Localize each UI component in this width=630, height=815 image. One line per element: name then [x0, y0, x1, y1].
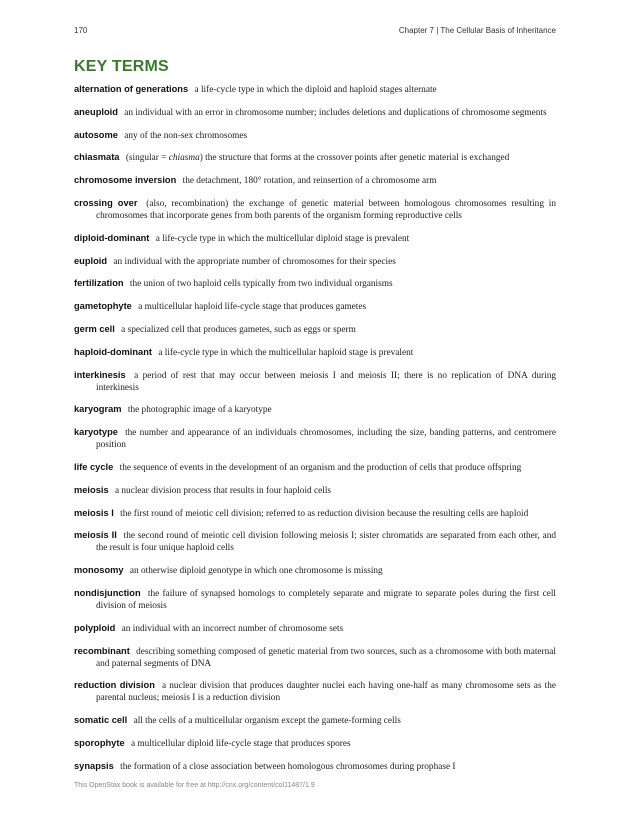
section-title: KEY TERMS — [74, 58, 169, 75]
running-header: Chapter 7 | The Cellular Basis of Inheritance — [398, 26, 556, 35]
term-entry — [74, 507, 556, 520]
term-word: monosomy — [74, 565, 124, 576]
term-entry — [74, 151, 556, 164]
term-word: alternation of generations — [74, 84, 189, 94]
term-definition: (singular = chiasma) the structure that forms at the crossover points after genetic material is exchanged — [125, 153, 510, 164]
term-entry — [74, 300, 556, 313]
term-word: polyploid — [74, 622, 116, 633]
term-word: nondisjunction — [74, 587, 141, 598]
page-number: 170 — [74, 26, 88, 35]
term-entry — [74, 760, 556, 773]
term-word: chromosome inversion — [74, 175, 177, 186]
term-entry — [74, 323, 556, 336]
term-definition: describing something composed of genetic material from two sources, such as a chromosome with both maternal and paternal segments of DNA — [96, 646, 556, 669]
term-entry — [74, 564, 556, 577]
term-word: life cycle — [74, 461, 114, 472]
term-word: recombinant — [74, 645, 130, 656]
term-word: somatic cell — [74, 715, 128, 726]
term-entry — [74, 174, 556, 187]
term-definition: a life-cycle type in which the multicellular haploid stage is prevalent — [158, 347, 414, 358]
term-definition: the formation of a close association between homologous chromosomes during prophase I — [120, 761, 456, 772]
term-entry — [74, 403, 556, 416]
key-terms-list — [74, 83, 556, 783]
term-definition: the first round of meiotic cell division; referred to as reduction division because the resulting cells are haploid — [120, 508, 529, 519]
term-word: karyogram — [74, 404, 122, 415]
term-definition: the second round of meiotic cell division following meiosis I; sister chromatids are separated from each other, and the result is four unique haploid cells — [96, 531, 557, 554]
term-emphasis: chiasma — [168, 153, 200, 164]
term-definition: (also, recombination) the exchange of genetic material between homologous chromosomes resulting in chromosomes that incorporate genes from both parents of the organism forming reproductive cells — [96, 198, 556, 221]
term-word: euploid — [74, 255, 108, 266]
term-word: aneuploid — [74, 106, 118, 117]
term-entry — [74, 277, 556, 290]
term-word: interkinesis — [74, 369, 126, 380]
term-definition: a life-cycle type in which the multicellular diploid stage is prevalent — [155, 233, 410, 244]
footer-note: This OpenStax book is available for free at http://cnx.org/content/col11487/1.9 — [74, 782, 315, 789]
term-word: meiosis II — [74, 530, 117, 541]
term-word: karyotype — [74, 427, 118, 438]
term-word: haploid-dominant — [74, 346, 152, 357]
term-definition: a period of rest that may occur between meiosis I and meiosis II; there is no replication of DNA during interkinesis — [96, 370, 556, 393]
term-word: meiosis I — [74, 507, 114, 518]
term-definition: all the cells of a multicellular organism except the gamete-forming cells — [133, 716, 401, 727]
term-definition: any of the non-sex chromosomes — [124, 130, 248, 141]
term-entry — [74, 106, 556, 119]
term-entry — [74, 484, 556, 497]
term-definition: a specialized cell that produces gametes, such as eggs or sperm — [121, 324, 356, 335]
term-definition: the detachment, 180° rotation, and reinsertion of a chromosome arm — [182, 176, 437, 187]
term-entry — [74, 129, 556, 142]
term-entry — [74, 369, 556, 394]
term-definition: a nuclear division that produces daughter nuclei each having one-half as many chromosome sets as the parental nucleus; meiosis I is a reduction division — [96, 681, 556, 704]
term-entry — [74, 255, 556, 268]
term-entry — [74, 714, 556, 727]
term-entry — [74, 645, 556, 670]
term-entry — [74, 737, 556, 750]
term-word: chiasmata — [74, 152, 120, 163]
term-entry — [74, 197, 556, 222]
term-entry — [74, 83, 556, 96]
term-definition: the number and appearance of an individuals chromosomes, including the size, banding patterns, and centromere position — [96, 428, 556, 451]
term-entry — [74, 587, 556, 612]
term-definition: the failure of synapsed homologs to completely separate and migrate to separate poles during the first cell division of meiosis — [96, 588, 556, 611]
term-definition: an otherwise diploid genotype in which one chromosome is missing — [129, 566, 383, 577]
term-definition: the photographic image of a karyotype — [127, 405, 272, 416]
term-word: sporophyte — [74, 737, 125, 748]
term-definition: an individual with an error in chromosome number; includes deletions and duplications of chromosome segments — [124, 107, 547, 118]
term-word: diploid-dominant — [74, 232, 150, 243]
term-word: germ cell — [74, 323, 115, 334]
term-definition: an individual with the appropriate number of chromosomes for their species — [113, 256, 396, 267]
term-word: crossing over — [74, 197, 138, 208]
term-entry — [74, 622, 556, 635]
term-definition: the sequence of events in the development of an organism and the production of cells that produce offspring — [119, 462, 522, 473]
term-entry — [74, 461, 556, 474]
term-word: autosome — [74, 129, 118, 140]
term-definition: an individual with an incorrect number of chromosome sets — [121, 623, 344, 634]
term-entry — [74, 426, 556, 451]
term-definition: a multicellular haploid life-cycle stage that produces gametes — [138, 302, 367, 313]
term-entry — [74, 346, 556, 359]
term-entry — [74, 679, 556, 704]
term-word: gametophyte — [74, 301, 132, 312]
term-definition: a nuclear division process that results in four haploid cells — [114, 485, 332, 496]
term-entry — [74, 529, 556, 554]
term-entry — [74, 232, 556, 245]
term-definition: a multicellular diploid life-cycle stage that produces spores — [130, 738, 351, 749]
term-word: synapsis — [74, 760, 114, 771]
term-definition: a life-cycle type in which the diploid and haploid stages alternate — [194, 85, 437, 95]
term-word: reduction division — [74, 680, 155, 691]
term-word: meiosis — [74, 484, 109, 495]
term-word: fertilization — [74, 278, 124, 289]
term-definition: the union of two haploid cells typically from two individual organisms — [129, 279, 393, 290]
